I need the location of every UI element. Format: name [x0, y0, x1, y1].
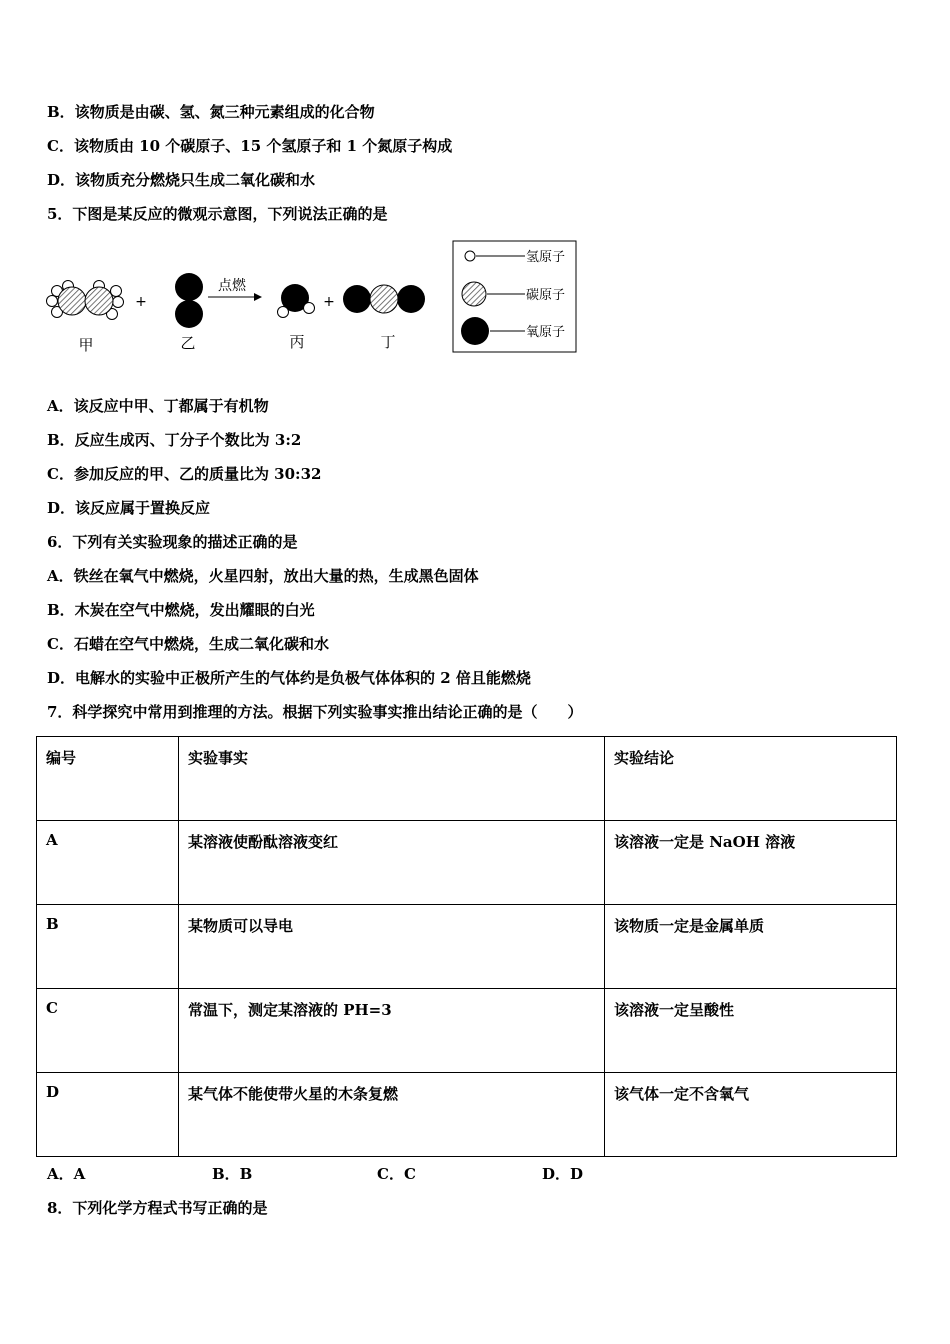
header-fact: 实验事实 [179, 737, 605, 821]
q7-option-d: D．D [542, 1165, 584, 1183]
q4-option-c: C．该物质由 10 个碳原子、15 个氢原子和 1 个氮原子构成 [47, 137, 453, 155]
row-number: B [37, 905, 179, 989]
row-fact: 某物质可以导电 [179, 905, 605, 989]
row-conclusion: 该溶液一定呈酸性 [605, 989, 897, 1073]
q4-option-d: D．该物质充分燃烧只生成二氧化碳和水 [47, 171, 316, 189]
header-number: 编号 [37, 737, 179, 821]
row-conclusion: 该气体一定不含氧气 [605, 1073, 897, 1157]
q6-option-d: D．电解水的实验中正极所产生的气体约是负极气体体积的 2 倍且能燃烧 [47, 669, 531, 687]
row-fact: 某气体不能使带火星的木条复燃 [179, 1073, 605, 1157]
q5-option-d: D．该反应属于置换反应 [47, 499, 211, 517]
q6-stem: 6．下列有关实验现象的描述正确的是 [47, 533, 298, 551]
q4-option-b: B．该物质是由碳、氢、氮三种元素组成的化合物 [47, 103, 375, 121]
molecule-ding [343, 285, 425, 313]
q6-option-b: B．木炭在空气中燃烧，发出耀眼的白光 [47, 601, 315, 619]
plus-sign-2: + [323, 294, 335, 310]
row-conclusion: 该溶液一定是 NaOH 溶液 [605, 821, 897, 905]
label-yi: 乙 [180, 334, 196, 352]
row-fact: 某溶液使酚酞溶液变红 [179, 821, 605, 905]
arrow-label: 点燃 [218, 278, 246, 294]
reaction-arrow [208, 293, 262, 301]
molecule-bing [278, 284, 315, 318]
table-row [37, 821, 897, 905]
q6-option-a: A．铁丝在氧气中燃烧，火星四射，放出大量的热，生成黑色固体 [47, 567, 479, 585]
header-conclusion: 实验结论 [605, 737, 897, 821]
plus-sign-1: + [135, 294, 147, 310]
table-row [37, 905, 897, 989]
row-number: A [37, 821, 179, 905]
q7-table [36, 736, 897, 1157]
row-number: D [37, 1073, 179, 1157]
q6-option-c: C．石蜡在空气中燃烧，生成二氧化碳和水 [47, 635, 329, 653]
q8-stem: 8．下列化学方程式书写正确的是 [47, 1199, 268, 1217]
label-jia: 甲 [78, 336, 94, 354]
q5-option-a: A．该反应中甲、丁都属于有机物 [47, 397, 269, 415]
table-row [37, 1073, 897, 1157]
molecule-jia [47, 281, 124, 320]
label-bing: 丙 [289, 333, 305, 351]
q7-option-a: A．A [47, 1165, 86, 1183]
row-number: C [37, 989, 179, 1073]
q5-option-b: B．反应生成丙、丁分子个数比为 3:2 [47, 431, 302, 449]
q7-stem: 7．科学探究中常用到推理的方法。根据下列实验事实推出结论正确的是（ ） [47, 703, 583, 721]
table-row [37, 989, 897, 1073]
q7-option-c: C．C [377, 1165, 416, 1183]
reaction-diagram [0, 0, 950, 360]
legend-hydrogen: 氢原子 [526, 250, 566, 265]
row-conclusion: 该物质一定是金属单质 [605, 905, 897, 989]
row-fact: 常温下，测定某溶液的 PH=3 [179, 989, 605, 1073]
molecule-yi [175, 273, 203, 328]
label-ding: 丁 [380, 333, 396, 351]
legend-carbon: 碳原子 [526, 288, 566, 303]
q5-option-c: C．参加反应的甲、乙的质量比为 30:32 [47, 465, 322, 483]
q5-stem: 5．下图是某反应的微观示意图，下列说法正确的是 [47, 205, 388, 223]
table-header-row [37, 737, 897, 821]
legend-oxygen: 氧原子 [526, 325, 566, 340]
q7-option-b: B．B [212, 1165, 253, 1183]
